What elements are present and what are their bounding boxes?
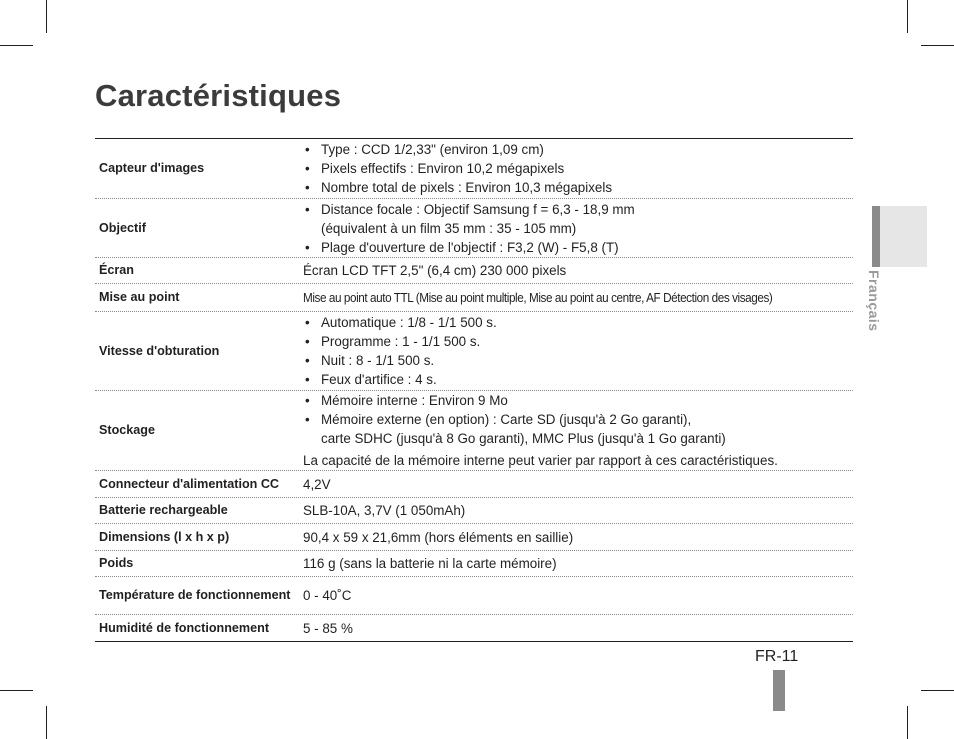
language-tab-marker (872, 206, 927, 267)
crop-mark (907, 0, 908, 33)
spec-label: Température de fonctionnement (99, 588, 291, 602)
spec-bullet: • Mémoire interne : Environ 9 Mo (303, 391, 853, 410)
spec-value: 90,4 x 59 x 21,6mm (hors éléments en saillie) (303, 529, 574, 545)
crop-mark (921, 690, 954, 691)
spec-bullet-text: Distance focale : Objectif Samsung f = 6,3 - 18,9 mm (321, 201, 635, 217)
spec-bullet: • Programme : 1 - 1/1 500 s. (303, 332, 853, 351)
spec-bullet-continuation: (équivalent à un film 35 mm : 35 - 105 mm) (321, 220, 577, 236)
spec-label: Écran (99, 263, 135, 277)
spec-row (95, 391, 853, 471)
crop-mark (0, 690, 33, 691)
spec-label: Stockage (99, 423, 155, 437)
spec-value: 116 g (sans la batterie ni la carte mémoire) (303, 556, 557, 571)
spec-note: La capacité de la mémoire interne peut varier par rapport à ces caractéristiques. (303, 453, 778, 468)
spec-bullet: • Automatique : 1/8 - 1/1 500 s. (303, 313, 853, 332)
page-title: Caractéristiques (95, 78, 342, 113)
spec-label: Humidité de fonctionnement (99, 620, 270, 635)
spec-value (299, 391, 853, 470)
spec-value (299, 200, 853, 257)
spec-bullet-continuation: carte SDHC (jusqu'à 8 Go garanti), MMC Plus (jusqu'à 1 Go garanti) (321, 431, 726, 446)
spec-bullet: • Nombre total de pixels : Environ 10,3 mégapixels (303, 178, 853, 197)
spec-row (95, 312, 853, 391)
spec-label: Mise au point (99, 290, 180, 304)
spec-bullet: • Plage d'ouverture de l'objectif : F3,2 (W) - F5,8 (T) (303, 238, 853, 257)
spec-row (95, 577, 853, 615)
spec-value: 4,2V (303, 476, 331, 492)
spec-row (95, 551, 853, 577)
spec-row (95, 139, 853, 199)
page-number-marker (773, 670, 785, 711)
spec-bullet: • Nuit : 8 - 1/1 500 s. (303, 351, 853, 370)
spec-row (95, 498, 853, 524)
spec-label: Objectif (99, 220, 146, 235)
spec-row (95, 199, 853, 258)
spec-bullet: • Pixels effectifs : Environ 10,2 mégapixels (303, 159, 853, 178)
spec-bullet: • Feux d'artifice : 4 s. (303, 370, 853, 389)
page-number: FR-11 (755, 648, 799, 665)
spec-bullet (303, 200, 853, 238)
spec-value (299, 140, 853, 197)
spec-row (95, 284, 853, 312)
spec-label: Dimensions (l x h x p) (99, 529, 230, 544)
spec-value: Écran LCD TFT 2,5" (6,4 cm) 230 000 pixels (303, 263, 567, 278)
spec-value (299, 288, 853, 308)
spec-label: Batterie rechargeable (99, 503, 228, 517)
crop-mark (46, 0, 47, 33)
crop-mark (0, 45, 33, 46)
crop-mark (907, 706, 908, 739)
spec-label: Vitesse d'obturation (99, 343, 220, 358)
spec-label: Capteur d'images (99, 161, 205, 175)
spec-table (95, 138, 853, 642)
spec-bullet: • Type : CCD 1/2,33" (environ 1,09 cm) (303, 140, 853, 159)
spec-value: 0 - 40˚C (303, 588, 352, 603)
crop-mark (921, 45, 954, 46)
crop-mark (46, 706, 47, 739)
spec-row (95, 258, 853, 284)
spec-value: 5 - 85 % (303, 620, 353, 636)
language-tab-label: Français (866, 270, 882, 332)
spec-value (299, 313, 853, 389)
spec-row (95, 615, 853, 641)
spec-label: Connecteur d'alimentation CC (99, 476, 280, 491)
spec-label: Poids (99, 556, 134, 570)
spec-value-text: Mise au point auto TTL (Mise au point multiple, Mise au point au centre, AF Détection des visages) (303, 290, 773, 305)
spec-bullet-text: Mémoire externe (en option) : Carte SD (jusqu'à 2 Go garanti), (321, 412, 692, 427)
spec-bullet (303, 410, 853, 448)
spec-row (95, 524, 853, 551)
spec-value: SLB-10A, 3,7V (1 050mAh) (303, 503, 466, 518)
spec-row (95, 471, 853, 498)
